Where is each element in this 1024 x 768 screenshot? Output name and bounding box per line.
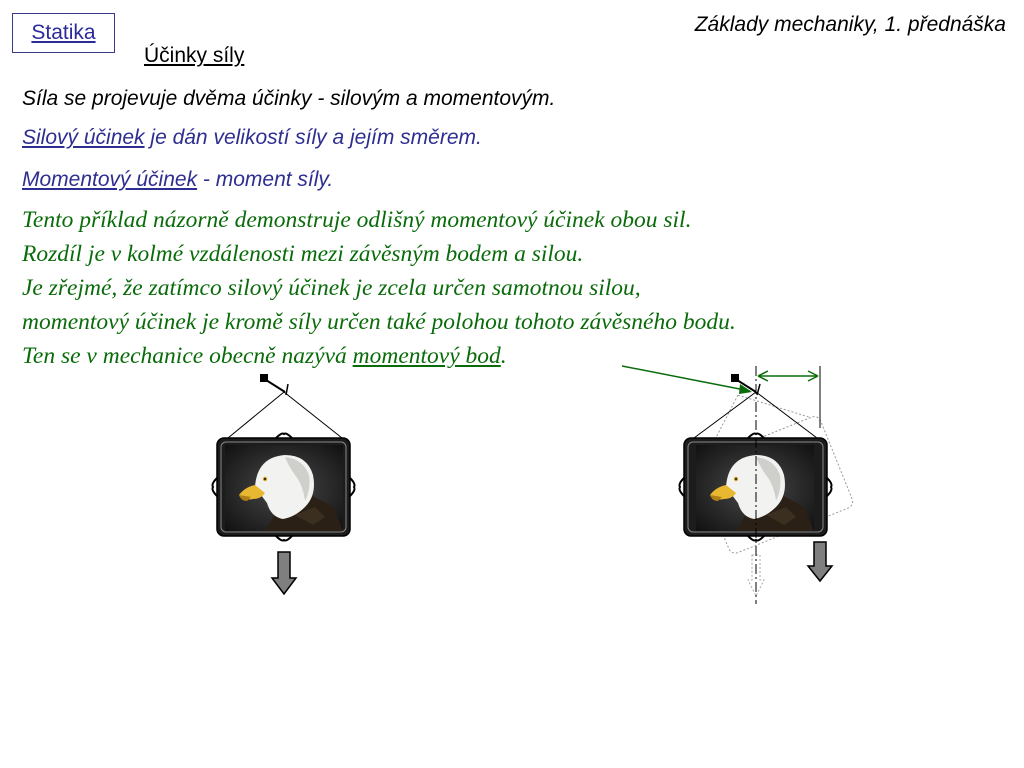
down-arrow-icon — [808, 542, 832, 581]
paragraph-last-prefix: Ten se v mechanice obecně nazývá — [22, 343, 353, 369]
paragraph-line: Je zřejmé, že zatímco silový účinek je zcela určen samotnou silou, — [22, 275, 641, 301]
right-hanging-picture — [622, 366, 855, 604]
paragraph-line: Rozdíl je v kolmé vzdálenosti mezi závěsným bodem a silou. — [22, 241, 584, 267]
paragraph-line: Tento příklad názorně demonstruje odlišný momentový účinek obou sil. — [22, 207, 692, 233]
eagle-picture-icon — [225, 445, 343, 531]
pointer-arrow — [622, 366, 750, 391]
eagle-picture-icon — [696, 445, 814, 531]
momentovy-bod-link[interactable]: momentový bod — [352, 343, 501, 369]
down-arrow-icon — [272, 552, 296, 594]
momentovy-ucinek-link[interactable]: Momentový účinek — [22, 168, 198, 191]
intro-line-2-rest: je dán velikostí síly a jejím směrem. — [144, 126, 482, 149]
paragraph-last-suffix: . — [500, 343, 507, 369]
statika-link[interactable]: Statika — [31, 21, 96, 44]
intro-line-1: Síla se projevuje dvěma účinky - silovým a momentovým. — [22, 87, 556, 110]
course-title: Základy mechaniky, 1. přednáška — [694, 13, 1006, 36]
silovy-ucinek-link[interactable]: Silový účinek — [22, 126, 145, 149]
left-hanging-picture — [213, 374, 355, 594]
paragraph-line: momentový účinek je kromě síly určen také polohou tohoto závěsného bodu. — [22, 309, 736, 335]
section-title: Účinky síly — [144, 44, 245, 67]
intro-line-3-rest: - moment síly. — [197, 168, 334, 191]
